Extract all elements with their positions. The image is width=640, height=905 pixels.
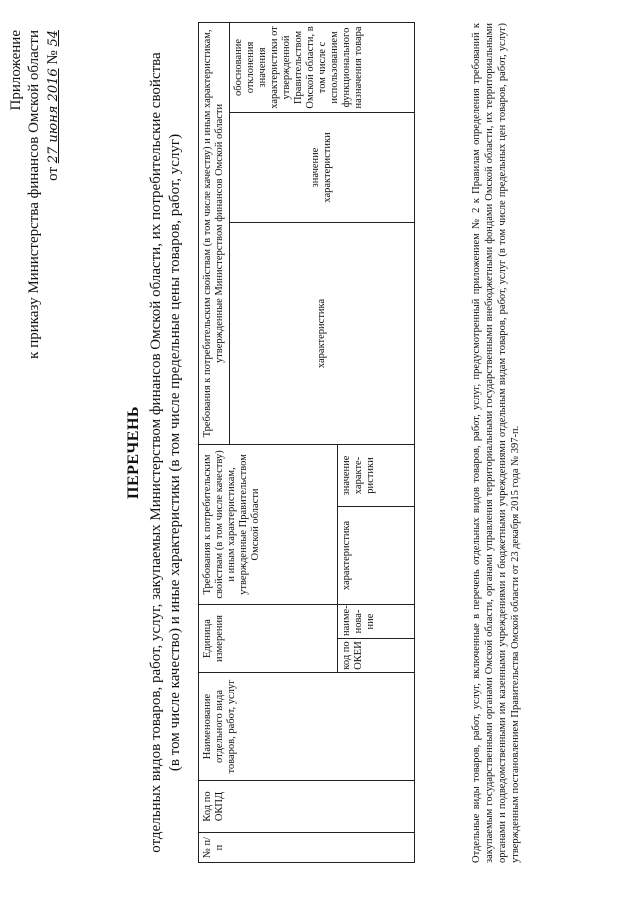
header-cell-okei-code: код по ОКЕИ <box>338 639 415 673</box>
document-title: ПЕРЕЧЕНЬ <box>125 406 142 499</box>
order-reference: к приказу Министерства финансов Омской области <box>26 30 42 359</box>
header-cell-num: № п/п <box>199 833 415 863</box>
order-date: 27 июня 2016 <box>46 68 61 164</box>
document-subtitle-line-1: отдельных видов товаров, работ, услуг, закупаемых Министерством финансов Омской области, их потребительские свойства <box>148 52 164 853</box>
order-number: 54 <box>46 30 61 47</box>
header-cell-gov-value: значение характе-ристики <box>338 444 415 506</box>
header-cell-unit-name: наиме-нова-ние <box>338 604 415 638</box>
date-prefix: от <box>45 167 61 181</box>
order-date-line <box>45 30 62 181</box>
header-cell-okpd: Код по ОКПД <box>199 781 415 833</box>
header-cell-deviation-reason: обоснование отклонения значения характеристики от утвержденной Правительством Омской области, в том числе с использованием функционального назначения товара <box>230 22 415 112</box>
number-prefix: № <box>45 50 61 65</box>
footnote-text: Отдельные виды товаров, работ, услуг, включенные в перечень отдельных видов товаров, работ, услуг, предусмотренный приложением № 2 к Правилам определения требований к закупаемым государственными органами Омской области, органами управления территориальными государственными внебюджетными фондами Омской области, их территориальными органами и подведомственными им казенными учреждениями и бюджетными учреждениями отдельным видам товаров, работ, услуг (в том числе предельных цен товаров, работ, услуг) утвержденным постановлением Правительства Омской области от 23 декабря 2015 года № 397-п. <box>471 23 521 863</box>
document-subtitle-line-2: (в том числе качество) и иные характеристики (в том числе предельные цены товаров, работ, услуг) <box>167 133 183 772</box>
header-cell-ministry-value: значение характеристики <box>230 112 415 222</box>
header-cell-ministry-characteristic: характеристика <box>230 222 415 444</box>
header-cell-gov-characteristic: характеристика <box>338 506 415 604</box>
requirements-table <box>198 23 463 863</box>
appendix-label: Приложение <box>8 30 24 111</box>
header-cell-name: Наименование отдельного вида товаров, работ, услуг <box>199 673 415 781</box>
header-cell-gov-requirements: Требования к потребительским свойствам (в том числе качеству) и иным характеристикам, утвержденные Правительством Омской области <box>199 444 338 604</box>
header-cell-ministry-requirements: Требования к потребительским свойствам (в том числе качеству) и иным характеристикам, утвержденные Министерством финансов Омской области <box>199 22 230 444</box>
header-cell-unit: Единица измерения <box>199 604 338 672</box>
